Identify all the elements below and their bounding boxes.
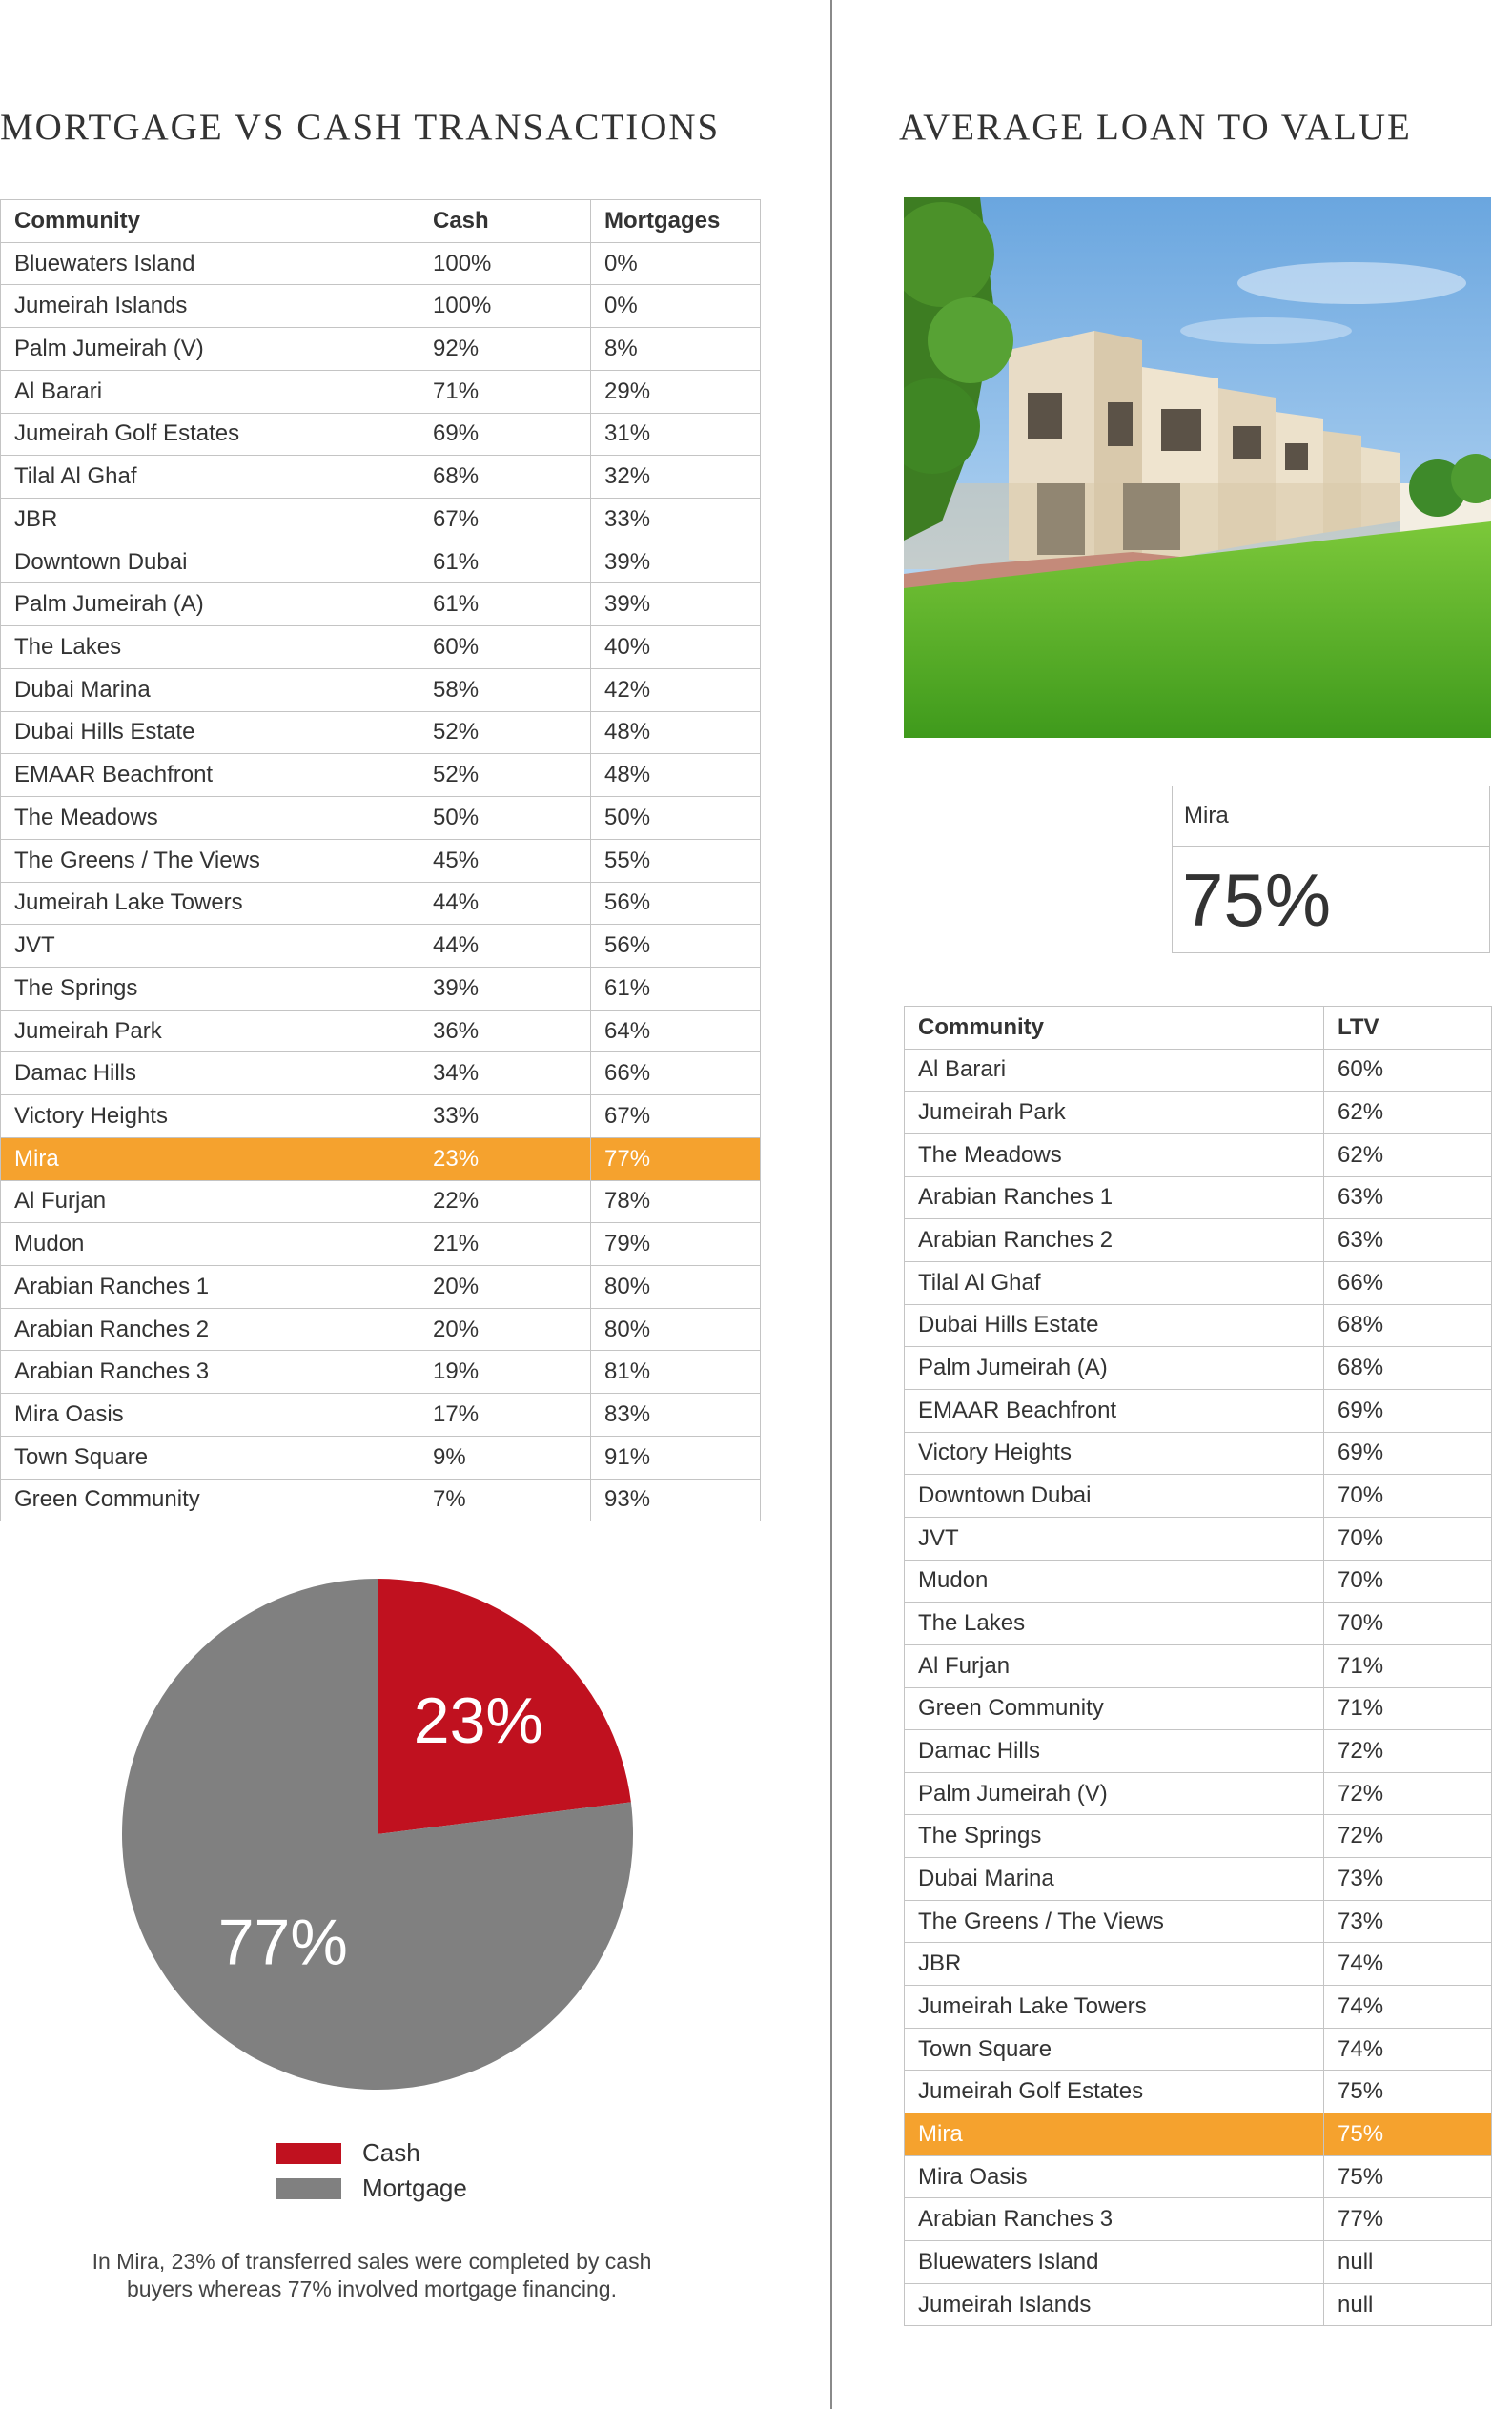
mortgage-cell: 66% bbox=[591, 1052, 761, 1095]
community-cell: Palm Jumeirah (V) bbox=[1, 328, 419, 371]
mortgage-cell: 50% bbox=[591, 797, 761, 840]
ltv-cell: 70% bbox=[1324, 1475, 1492, 1518]
table-row bbox=[905, 1176, 1492, 1219]
table-row bbox=[1, 1052, 761, 1095]
table-row bbox=[1, 626, 761, 669]
cash-cell: 67% bbox=[419, 499, 591, 541]
community-cell: Downtown Dubai bbox=[1, 541, 419, 583]
cash-cell: 19% bbox=[419, 1351, 591, 1394]
cash-cell: 36% bbox=[419, 1010, 591, 1052]
ltv-cell: 68% bbox=[1324, 1347, 1492, 1390]
cash-cell: 69% bbox=[419, 413, 591, 456]
community-cell: Tilal Al Ghaf bbox=[905, 1261, 1324, 1304]
header-cash: Cash bbox=[419, 200, 591, 243]
cash-cell: 20% bbox=[419, 1308, 591, 1351]
ltv-cell: 73% bbox=[1324, 1900, 1492, 1943]
mortgage-cell: 33% bbox=[591, 499, 761, 541]
ltv-box-value: 75% bbox=[1182, 858, 1332, 942]
cash-cell: 45% bbox=[419, 839, 591, 882]
community-cell: Arabian Ranches 1 bbox=[905, 1176, 1324, 1219]
cash-mortgage-pie-chart bbox=[120, 1577, 635, 2092]
mortgage-cell: 64% bbox=[591, 1010, 761, 1052]
cash-cell: 60% bbox=[419, 626, 591, 669]
legend-swatch-mortgage bbox=[276, 2178, 341, 2199]
table-row bbox=[905, 1687, 1492, 1730]
ltv-cell: 72% bbox=[1324, 1815, 1492, 1858]
table-row bbox=[905, 1219, 1492, 1262]
table-row bbox=[905, 2283, 1492, 2326]
legend-item-cash bbox=[276, 2135, 467, 2171]
table-row bbox=[905, 1603, 1492, 1645]
mortgage-cell: 77% bbox=[591, 1137, 761, 1180]
average-ltv-heading: AVERAGE LOAN TO VALUE bbox=[899, 107, 1412, 148]
table-row bbox=[905, 1943, 1492, 1986]
table-row bbox=[905, 1644, 1492, 1687]
cash-cell: 44% bbox=[419, 925, 591, 968]
mortgage-cell: 80% bbox=[591, 1265, 761, 1308]
table-header-row bbox=[905, 1007, 1492, 1050]
header-mortgages: Mortgages bbox=[591, 200, 761, 243]
community-cell: Palm Jumeirah (A) bbox=[1, 583, 419, 626]
table-row bbox=[1, 754, 761, 797]
community-cell: Arabian Ranches 3 bbox=[905, 2198, 1324, 2241]
community-cell: Palm Jumeirah (V) bbox=[905, 1772, 1324, 1815]
ltv-cell: 74% bbox=[1324, 2028, 1492, 2071]
cash-cell: 52% bbox=[419, 754, 591, 797]
community-cell: Arabian Ranches 1 bbox=[1, 1265, 419, 1308]
cash-cell: 50% bbox=[419, 797, 591, 840]
legend-swatch-cash bbox=[276, 2143, 341, 2164]
table-row bbox=[1, 285, 761, 328]
community-cell: Palm Jumeirah (A) bbox=[905, 1347, 1324, 1390]
table-row bbox=[905, 1815, 1492, 1858]
mortgage-cell: 0% bbox=[591, 285, 761, 328]
community-cell: Mira bbox=[1, 1137, 419, 1180]
cash-cell: 34% bbox=[419, 1052, 591, 1095]
ltv-cell: 73% bbox=[1324, 1858, 1492, 1901]
ltv-cell: 70% bbox=[1324, 1603, 1492, 1645]
villa-photo bbox=[904, 197, 1491, 738]
community-cell: Dubai Marina bbox=[1, 668, 419, 711]
table-row bbox=[905, 1049, 1492, 1092]
community-cell: Damac Hills bbox=[1, 1052, 419, 1095]
community-cell: Victory Heights bbox=[905, 1432, 1324, 1475]
community-cell: Downtown Dubai bbox=[905, 1475, 1324, 1518]
mortgage-cell: 48% bbox=[591, 754, 761, 797]
community-cell: Mira Oasis bbox=[905, 2155, 1324, 2198]
community-cell: Town Square bbox=[905, 2028, 1324, 2071]
table-row bbox=[1, 882, 761, 925]
table-row bbox=[1, 1095, 761, 1138]
ltv-cell: null bbox=[1324, 2241, 1492, 2284]
community-cell: Al Furjan bbox=[905, 1644, 1324, 1687]
ltv-cell: 68% bbox=[1324, 1304, 1492, 1347]
table-row bbox=[905, 1900, 1492, 1943]
community-cell: JVT bbox=[905, 1517, 1324, 1560]
legend-label-cash: Cash bbox=[362, 2138, 420, 2167]
ltv-cell: 60% bbox=[1324, 1049, 1492, 1092]
mortgage-cell: 48% bbox=[591, 711, 761, 754]
table-row bbox=[1, 1436, 761, 1479]
ltv-cell: 72% bbox=[1324, 1730, 1492, 1773]
table-row bbox=[1, 1351, 761, 1394]
table-row bbox=[1, 1308, 761, 1351]
ltv-cell: 70% bbox=[1324, 1517, 1492, 1560]
ltv-cell: 69% bbox=[1324, 1389, 1492, 1432]
table-row bbox=[1, 583, 761, 626]
ltv-cell: 77% bbox=[1324, 2198, 1492, 2241]
community-cell: The Greens / The Views bbox=[1, 839, 419, 882]
cash-cell: 22% bbox=[419, 1180, 591, 1223]
ltv-cell: 75% bbox=[1324, 2071, 1492, 2113]
cash-cell: 21% bbox=[419, 1223, 591, 1266]
pie-label-cash: 23% bbox=[413, 1684, 543, 1757]
legend-label-mortgage: Mortgage bbox=[362, 2174, 467, 2202]
legend-item-mortgage bbox=[276, 2171, 467, 2206]
table-row bbox=[905, 1858, 1492, 1901]
cash-cell: 58% bbox=[419, 668, 591, 711]
community-cell: Jumeirah Islands bbox=[1, 285, 419, 328]
community-cell: Al Barari bbox=[905, 1049, 1324, 1092]
community-cell: Damac Hills bbox=[905, 1730, 1324, 1773]
community-cell: EMAAR Beachfront bbox=[905, 1389, 1324, 1432]
mortgage-cell: 67% bbox=[591, 1095, 761, 1138]
mortgage-cell: 31% bbox=[591, 413, 761, 456]
community-cell: Tilal Al Ghaf bbox=[1, 456, 419, 499]
table-row bbox=[905, 1133, 1492, 1176]
community-cell: Dubai Marina bbox=[905, 1858, 1324, 1901]
ltv-cell: 71% bbox=[1324, 1644, 1492, 1687]
ltv-cell: 63% bbox=[1324, 1176, 1492, 1219]
table-row bbox=[905, 2113, 1492, 2156]
community-cell: Arabian Ranches 2 bbox=[1, 1308, 419, 1351]
pie-legend bbox=[276, 2135, 467, 2206]
mortgage-cell: 80% bbox=[591, 1308, 761, 1351]
community-cell: JBR bbox=[1, 499, 419, 541]
community-cell: Victory Heights bbox=[1, 1095, 419, 1138]
mira-ltv-box bbox=[1172, 786, 1490, 953]
table-row bbox=[1, 456, 761, 499]
ltv-table bbox=[904, 1006, 1492, 2326]
ltv-cell: null bbox=[1324, 2283, 1492, 2326]
mortgage-cell: 56% bbox=[591, 925, 761, 968]
community-cell: Mudon bbox=[1, 1223, 419, 1266]
mortgage-cell: 39% bbox=[591, 541, 761, 583]
mortgage-cell: 61% bbox=[591, 967, 761, 1010]
table-row bbox=[1, 499, 761, 541]
table-row bbox=[905, 1772, 1492, 1815]
table-row bbox=[1, 1479, 761, 1521]
table-row bbox=[1, 668, 761, 711]
community-cell: Dubai Hills Estate bbox=[905, 1304, 1324, 1347]
cash-cell: 61% bbox=[419, 541, 591, 583]
community-cell: The Springs bbox=[905, 1815, 1324, 1858]
villa-illustration bbox=[904, 197, 1491, 738]
community-cell: Mudon bbox=[905, 1560, 1324, 1603]
ltv-cell: 69% bbox=[1324, 1432, 1492, 1475]
mortgage-cell: 78% bbox=[591, 1180, 761, 1223]
mortgage-cell: 81% bbox=[591, 1351, 761, 1394]
community-cell: Mira Oasis bbox=[1, 1394, 419, 1437]
community-cell: Green Community bbox=[1, 1479, 419, 1521]
community-cell: Mira bbox=[905, 2113, 1324, 2156]
cash-cell: 100% bbox=[419, 285, 591, 328]
ltv-cell: 66% bbox=[1324, 1261, 1492, 1304]
community-cell: EMAAR Beachfront bbox=[1, 754, 419, 797]
community-cell: Dubai Hills Estate bbox=[1, 711, 419, 754]
community-cell: JVT bbox=[1, 925, 419, 968]
table-row bbox=[1, 541, 761, 583]
mortgage-cell: 40% bbox=[591, 626, 761, 669]
mortgage-cell: 56% bbox=[591, 882, 761, 925]
community-cell: Jumeirah Golf Estates bbox=[1, 413, 419, 456]
cash-cell: 39% bbox=[419, 967, 591, 1010]
mortgage-cell: 42% bbox=[591, 668, 761, 711]
mortgage-cell: 29% bbox=[591, 370, 761, 413]
mortgage-cell: 55% bbox=[591, 839, 761, 882]
mortgage-cell: 8% bbox=[591, 328, 761, 371]
table-row bbox=[905, 1304, 1492, 1347]
table-row bbox=[905, 1347, 1492, 1390]
table-row bbox=[905, 2241, 1492, 2284]
ltv-box-label: Mira bbox=[1173, 786, 1489, 847]
table-row bbox=[905, 1517, 1492, 1560]
table-row bbox=[905, 1389, 1492, 1432]
cash-cell: 52% bbox=[419, 711, 591, 754]
table-row bbox=[905, 2071, 1492, 2113]
mortgage-vs-cash-heading: MORTGAGE VS CASH TRANSACTIONS bbox=[0, 107, 721, 148]
mortgage-cell: 79% bbox=[591, 1223, 761, 1266]
table-row bbox=[1, 413, 761, 456]
community-cell: The Meadows bbox=[905, 1133, 1324, 1176]
community-cell: Jumeirah Lake Towers bbox=[1, 882, 419, 925]
table-row bbox=[905, 1432, 1492, 1475]
table-row bbox=[905, 1986, 1492, 2029]
community-cell: The Greens / The Views bbox=[905, 1900, 1324, 1943]
ltv-cell: 62% bbox=[1324, 1092, 1492, 1134]
community-cell: The Lakes bbox=[905, 1603, 1324, 1645]
cash-cell: 92% bbox=[419, 328, 591, 371]
table-row bbox=[1, 797, 761, 840]
community-cell: Arabian Ranches 2 bbox=[905, 1219, 1324, 1262]
community-cell: Jumeirah Park bbox=[1, 1010, 419, 1052]
table-row bbox=[1, 242, 761, 285]
community-cell: Jumeirah Golf Estates bbox=[905, 2071, 1324, 2113]
cash-cell: 7% bbox=[419, 1479, 591, 1521]
ltv-cell: 70% bbox=[1324, 1560, 1492, 1603]
table-header-row bbox=[1, 200, 761, 243]
header-community: Community bbox=[1, 200, 419, 243]
community-cell: Arabian Ranches 3 bbox=[1, 1351, 419, 1394]
ltv-cell: 74% bbox=[1324, 1943, 1492, 1986]
pie-caption: In Mira, 23% of transferred sales were completed by cash buyers whereas 77% involved mortgage financing. bbox=[92, 2249, 652, 2301]
cash-cell: 9% bbox=[419, 1436, 591, 1479]
header-community: Community bbox=[905, 1007, 1324, 1050]
community-cell: Bluewaters Island bbox=[905, 2241, 1324, 2284]
community-cell: Green Community bbox=[905, 1687, 1324, 1730]
pie-label-mortgage: 77% bbox=[217, 1906, 348, 1979]
cash-cell: 61% bbox=[419, 583, 591, 626]
table-row bbox=[1, 370, 761, 413]
mortgage-cell: 39% bbox=[591, 583, 761, 626]
cash-cell: 20% bbox=[419, 1265, 591, 1308]
mortgage-cell: 91% bbox=[591, 1436, 761, 1479]
ltv-cell: 72% bbox=[1324, 1772, 1492, 1815]
table-row bbox=[1, 1265, 761, 1308]
community-cell: Jumeirah Islands bbox=[905, 2283, 1324, 2326]
table-row bbox=[905, 1092, 1492, 1134]
community-cell: Al Barari bbox=[1, 370, 419, 413]
mortgage-cell: 83% bbox=[591, 1394, 761, 1437]
table-row bbox=[1, 967, 761, 1010]
table-row bbox=[1, 711, 761, 754]
ltv-cell: 62% bbox=[1324, 1133, 1492, 1176]
column-divider bbox=[830, 0, 832, 2409]
mortgage-cell: 32% bbox=[591, 456, 761, 499]
table-row bbox=[905, 2028, 1492, 2071]
header-ltv: LTV bbox=[1324, 1007, 1492, 1050]
table-row bbox=[905, 2198, 1492, 2241]
ltv-cell: 63% bbox=[1324, 1219, 1492, 1262]
ltv-cell: 75% bbox=[1324, 2113, 1492, 2156]
table-row bbox=[905, 2155, 1492, 2198]
table-row bbox=[1, 1394, 761, 1437]
cash-cell: 68% bbox=[419, 456, 591, 499]
table-row bbox=[905, 1730, 1492, 1773]
ltv-cell: 71% bbox=[1324, 1687, 1492, 1730]
table-row bbox=[905, 1475, 1492, 1518]
table-row bbox=[1, 1137, 761, 1180]
cash-cell: 71% bbox=[419, 370, 591, 413]
mortgage-cell: 0% bbox=[591, 242, 761, 285]
cash-cell: 17% bbox=[419, 1394, 591, 1437]
ltv-cell: 75% bbox=[1324, 2155, 1492, 2198]
cash-cell: 33% bbox=[419, 1095, 591, 1138]
table-row bbox=[1, 328, 761, 371]
table-row bbox=[1, 1223, 761, 1266]
table-row bbox=[1, 1010, 761, 1052]
cash-cell: 44% bbox=[419, 882, 591, 925]
mortgage-cell: 93% bbox=[591, 1479, 761, 1521]
community-cell: Bluewaters Island bbox=[1, 242, 419, 285]
community-cell: Jumeirah Lake Towers bbox=[905, 1986, 1324, 2029]
community-cell: JBR bbox=[905, 1943, 1324, 1986]
table-row bbox=[905, 1261, 1492, 1304]
cash-cell: 23% bbox=[419, 1137, 591, 1180]
table-row bbox=[905, 1560, 1492, 1603]
community-cell: The Meadows bbox=[1, 797, 419, 840]
table-row bbox=[1, 839, 761, 882]
community-cell: Al Furjan bbox=[1, 1180, 419, 1223]
table-row bbox=[1, 1180, 761, 1223]
cash-mortgage-table bbox=[0, 199, 761, 1521]
community-cell: The Springs bbox=[1, 967, 419, 1010]
table-row bbox=[1, 925, 761, 968]
community-cell: Town Square bbox=[1, 1436, 419, 1479]
community-cell: Jumeirah Park bbox=[905, 1092, 1324, 1134]
community-cell: The Lakes bbox=[1, 626, 419, 669]
cash-cell: 100% bbox=[419, 242, 591, 285]
ltv-cell: 74% bbox=[1324, 1986, 1492, 2029]
